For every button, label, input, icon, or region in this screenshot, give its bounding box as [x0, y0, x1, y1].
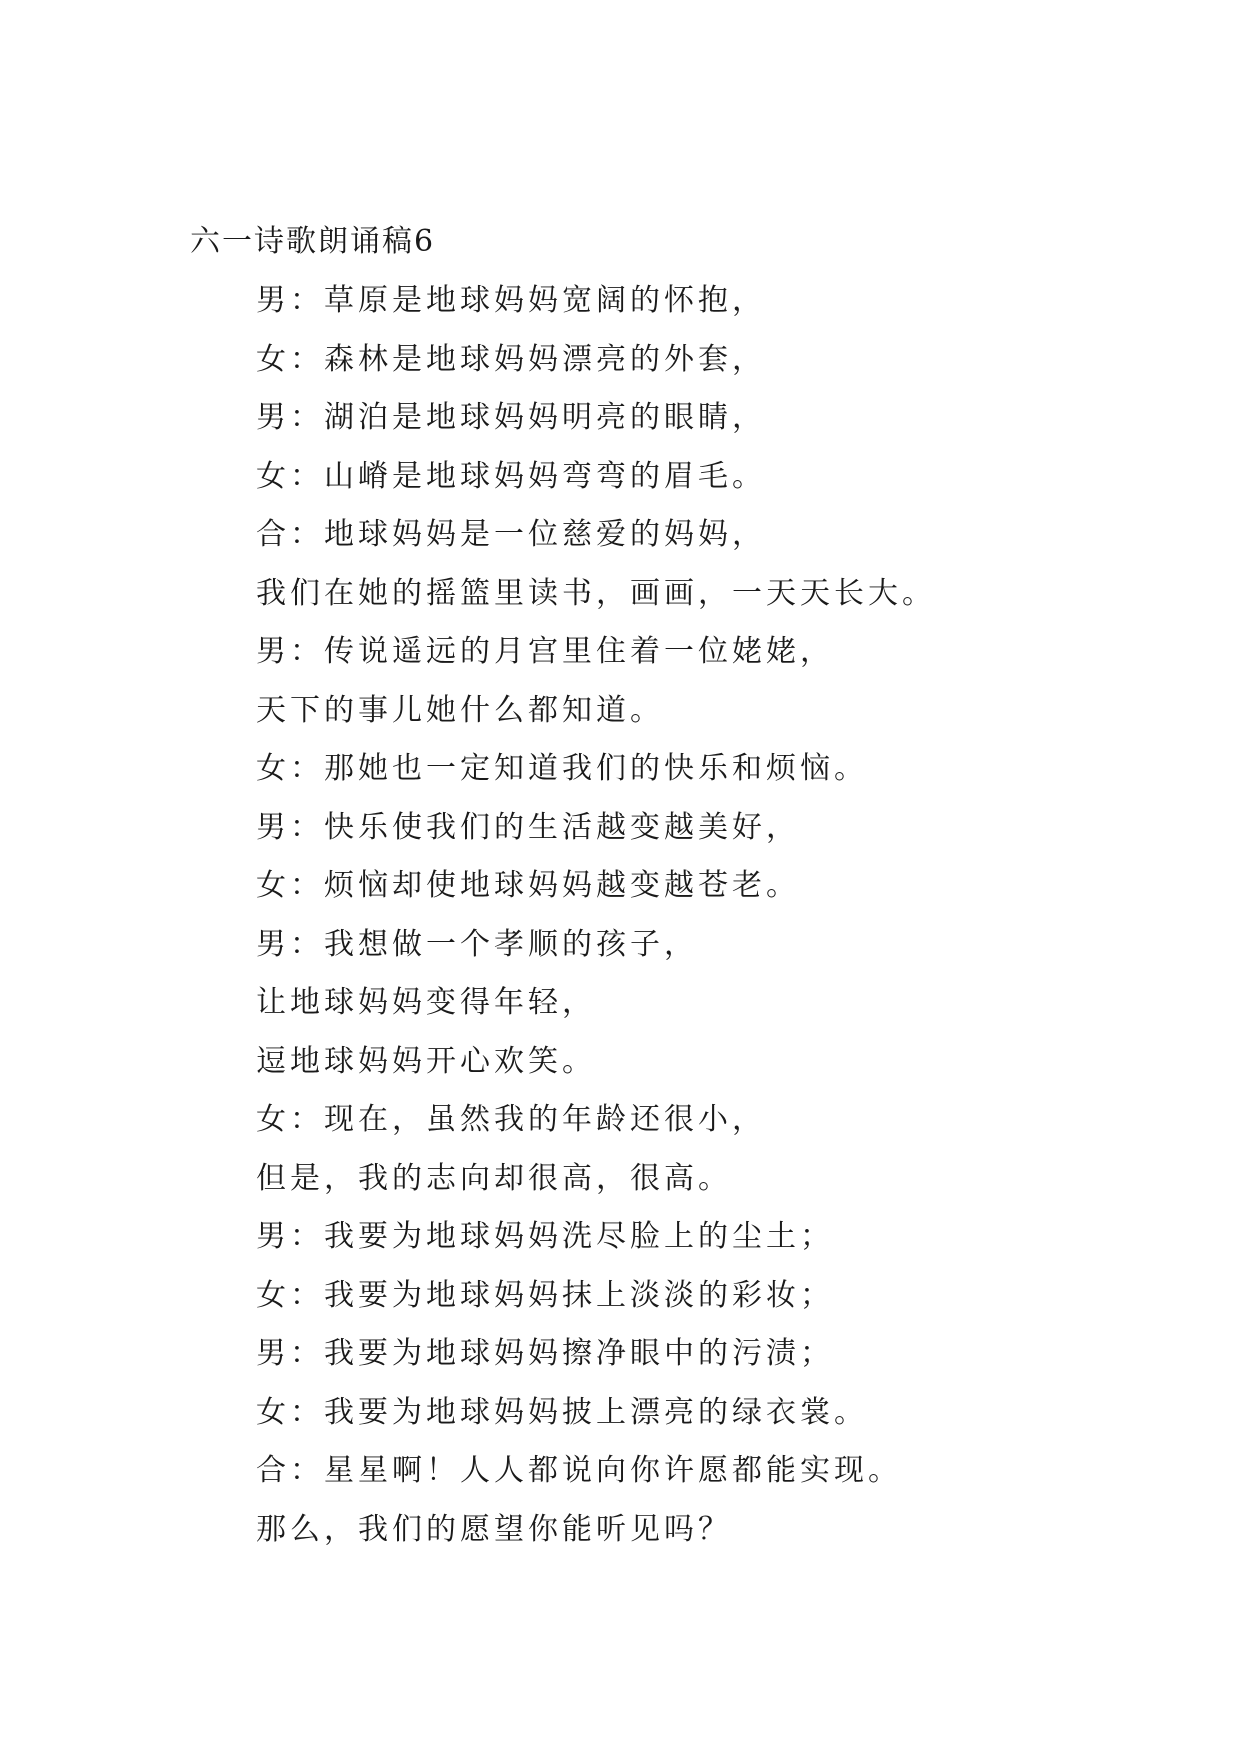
poem-line: 男：传说遥远的月宫里住着一位姥姥，	[256, 634, 834, 669]
poem-line: 男：我想做一个孝顺的孩子，	[256, 926, 698, 962]
poem-line: 女：森林是地球妈妈漂亮的外套，	[256, 341, 766, 377]
poem-line: 合：地球妈妈是一位慈爱的妈妈，	[256, 517, 766, 552]
poem-line: 男：快乐使我们的生活越变越美好，	[256, 809, 800, 845]
poem-line: 男：我要为地球妈妈洗尽脸上的尘土；	[256, 1219, 834, 1254]
poem-line: 合：星星啊！人人都说向你许愿都能实现。	[256, 1453, 902, 1488]
poem-line: 那么，我们的愿望你能听见吗？	[256, 1511, 732, 1547]
poem-line: 女：我要为地球妈妈抹上淡淡的彩妆；	[256, 1277, 834, 1313]
poem-line: 女：我要为地球妈妈披上漂亮的绿衣裳。	[256, 1394, 868, 1430]
poem-line: 女：山嵴是地球妈妈弯弯的眉毛。	[256, 458, 766, 494]
poem-line: 但是，我的志向却很高，很高。	[256, 1160, 732, 1196]
poem-line: 男：我要为地球妈妈擦净眼中的污渍；	[256, 1336, 834, 1371]
poem-line: 让地球妈妈变得年轻，	[256, 985, 596, 1020]
poem-line: 男：草原是地球妈妈宽阔的怀抱，	[256, 283, 766, 318]
poem-line: 女：烦恼却使地球妈妈越变越苍老。	[256, 868, 800, 903]
poem-line: 天下的事儿她什么都知道。	[256, 692, 664, 728]
poem-line: 男：湖泊是地球妈妈明亮的眼睛，	[256, 400, 766, 435]
poem-line: 女：现在，虽然我的年龄还很小，	[256, 1102, 766, 1137]
poem-line: 我们在她的摇篮里读书，画画，一天天长大。	[256, 575, 936, 611]
document-title: 六一诗歌朗诵稿6	[190, 224, 436, 259]
poem-line: 女：那她也一定知道我们的快乐和烦恼。	[256, 751, 868, 786]
poem-body	[256, 281, 936, 1568]
poem-line: 逗地球妈妈开心欢笑。	[256, 1043, 596, 1079]
